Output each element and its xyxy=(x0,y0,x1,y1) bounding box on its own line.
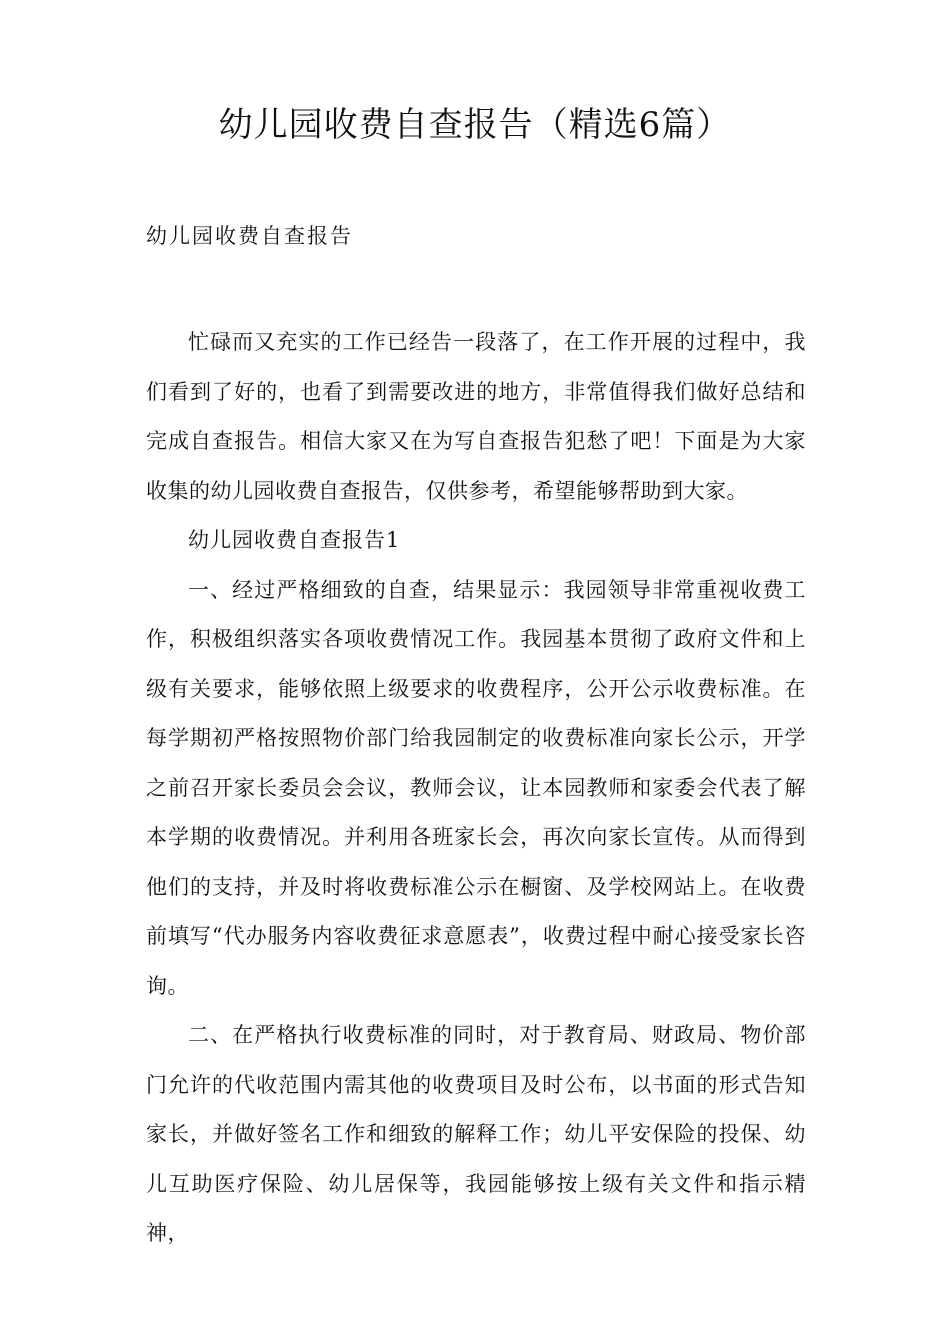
body-paragraph-2: 二、在严格执行收费标准的同时，对于教育局、财政局、物价部门允许的代收范围内需其他的收费项目及时公布，以书面的形式告知家长，并做好签名工作和细致的解释工作；幼儿平安保险的投保、幼儿互助医疗保险、幼儿居保等，我园能够按上级有关文件和指示精神， xyxy=(146,1023,806,1245)
document-body xyxy=(146,318,806,1259)
intro-paragraph: 忙碌而又充实的工作已经告一段落了，在工作开展的过程中，我们看到了好的，也看了到需要改进的地方，非常值得我们做好总结和完成自查报告。相信大家又在为写自查报告犯愁了吧！下面是为大家收集的幼儿园收费自查报告，仅供参考，希望能够帮助到大家。 xyxy=(146,330,806,503)
document-title: 幼儿园收费自查报告（精选6篇） xyxy=(218,105,732,145)
section-heading: 幼儿园收费自查报告1 xyxy=(188,528,401,552)
document-subtitle: 幼儿园收费自查报告 xyxy=(146,224,353,248)
body-paragraph-1: 一、经过严格细致的自查，结果显示：我园领导非常重视收费工作，积极组织落实各项收费情况工作。我园基本贯彻了政府文件和上级有关要求，能够依照上级要求的收费程序，公开公示收费标准。在每学期初严格按照物价部门给我园制定的收费标准向家长公示，开学之前召开家长委员会会议，教师会议，让本园教师和家委会代表了解本学期的收费情况。并利用各班家长会，再次向家长宣传。从而得到他们的支持，并及时将收费标准公示在橱窗、及学校网站上。在收费前填写“代办服务内容收费征求意愿表”，收费过程中耐心接受家长咨询。 xyxy=(146,577,806,998)
